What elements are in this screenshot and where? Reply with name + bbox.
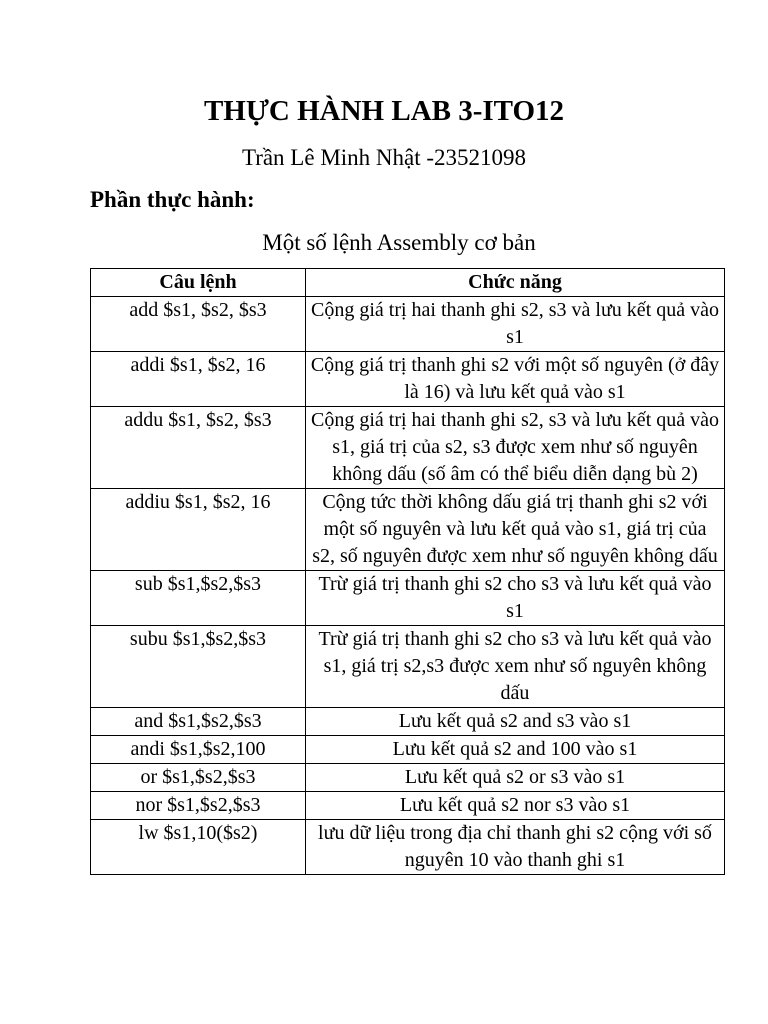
table-row [91, 571, 725, 626]
header-command: Câu lệnh [91, 269, 306, 297]
function-cell: Cộng giá trị thanh ghi s2 với một số nguyên (ở đây là 16) và lưu kết quả vào s1 [306, 352, 725, 407]
command-cell: nor $s1,$s2,$s3 [91, 792, 306, 820]
table-row [91, 489, 725, 571]
command-cell: or $s1,$s2,$s3 [91, 764, 306, 792]
command-cell: addiu $s1, $s2, 16 [91, 489, 306, 571]
table-row [91, 792, 725, 820]
function-cell: Cộng giá trị hai thanh ghi s2, s3 và lưu kết quả vào s1 [306, 297, 725, 352]
function-cell: Lưu kết quả s2 or s3 vào s1 [306, 764, 725, 792]
document-title: THỰC HÀNH LAB 3-ITO12 [203, 95, 565, 127]
command-cell: andi $s1,$s2,100 [91, 736, 306, 764]
function-cell: Lưu kết quả s2 nor s3 vào s1 [306, 792, 725, 820]
table-header-row [91, 269, 725, 297]
table-row [91, 764, 725, 792]
table-row [91, 626, 725, 708]
table-row [91, 708, 725, 736]
command-cell: sub $s1,$s2,$s3 [91, 571, 306, 626]
header-function: Chức năng [306, 269, 725, 297]
command-cell: addi $s1, $s2, 16 [91, 352, 306, 407]
function-cell: Lưu kết quả s2 and 100 vào s1 [306, 736, 725, 764]
instruction-table [90, 268, 725, 875]
author-line: Trần Lê Minh Nhật -23521098 [241, 145, 527, 170]
function-cell: Cộng giá trị hai thanh ghi s2, s3 và lưu kết quả vào s1, giá trị của s2, s3 được xem như số nguyên không dấu (số âm có thể biểu diễn dạng bù 2) [306, 407, 725, 489]
function-cell: Trừ giá trị thanh ghi s2 cho s3 và lưu kết quả vào s1 [306, 571, 725, 626]
command-cell: add $s1, $s2, $s3 [91, 297, 306, 352]
command-cell: subu $s1,$s2,$s3 [91, 626, 306, 708]
table-caption: Một số lệnh Assembly cơ bản [262, 230, 536, 255]
command-cell: addu $s1, $s2, $s3 [91, 407, 306, 489]
command-cell: and $s1,$s2,$s3 [91, 708, 306, 736]
function-cell: lưu dữ liệu trong địa chỉ thanh ghi s2 cộng với số nguyên 10 vào thanh ghi s1 [306, 820, 725, 875]
table-row [91, 820, 725, 875]
function-cell: Lưu kết quả s2 and s3 vào s1 [306, 708, 725, 736]
function-cell: Trừ giá trị thanh ghi s2 cho s3 và lưu kết quả vào s1, giá trị s2,s3 được xem như số nguyên không dấu [306, 626, 725, 708]
function-cell: Cộng tức thời không dấu giá trị thanh ghi s2 với một số nguyên và lưu kết quả vào s1, giá trị của s2, số nguyên được xem như số nguyên không dấu [306, 489, 725, 571]
section-heading: Phần thực hành: [90, 187, 255, 212]
table-row [91, 352, 725, 407]
command-cell: lw $s1,10($s2) [91, 820, 306, 875]
table-row [91, 736, 725, 764]
table-row [91, 297, 725, 352]
table-row [91, 407, 725, 489]
